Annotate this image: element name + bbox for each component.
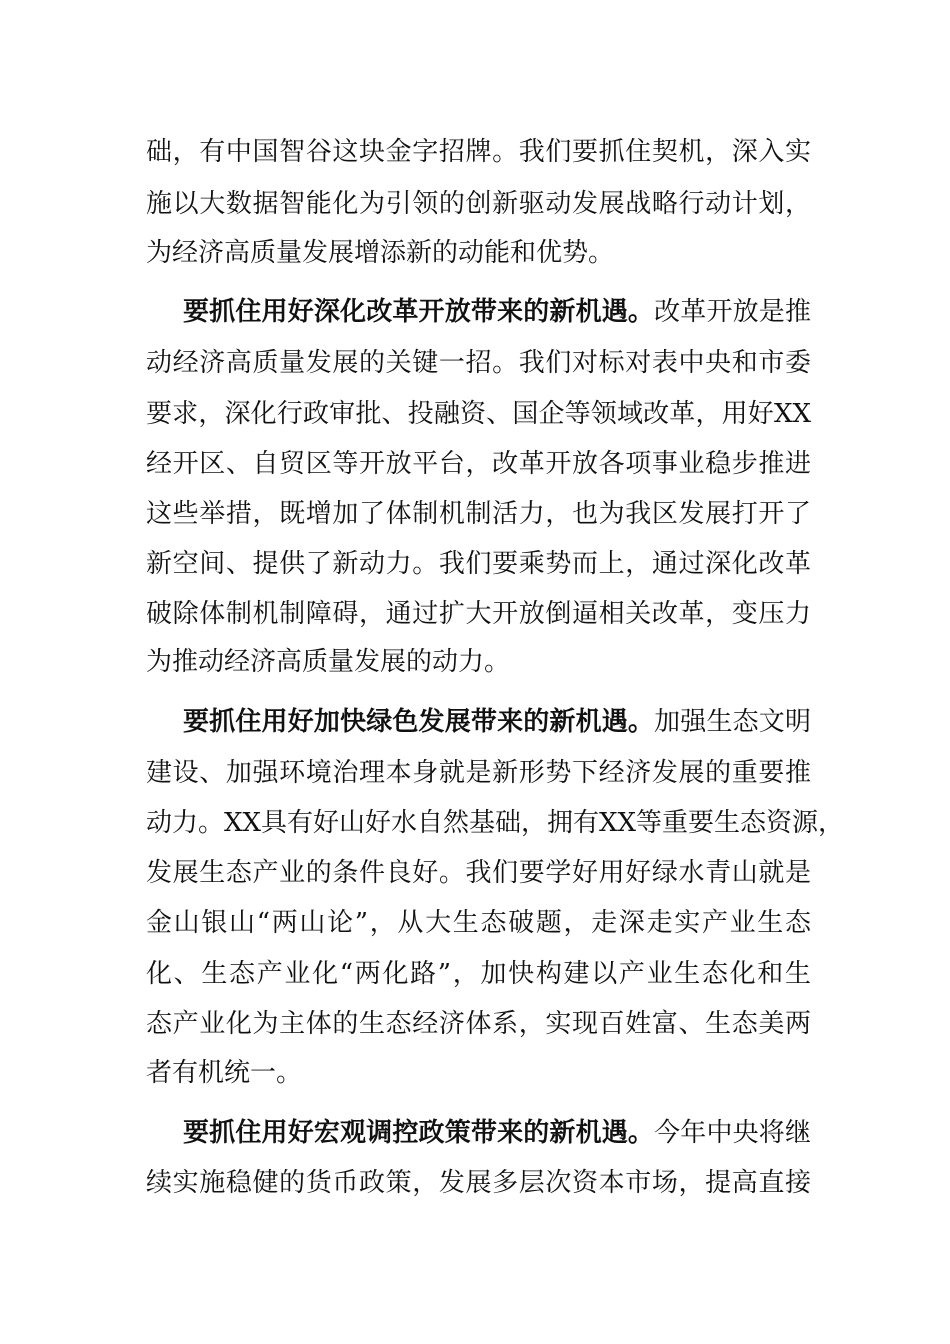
body-line: 态产业化为主体的生态经济体系，实现百姓富、生态美两 — [146, 1009, 811, 1039]
paragraph-heading: 要抓住用好深化改革开放带来的新机遇。 — [183, 297, 655, 327]
paragraph-heading: 要抓住用好宏观调控政策带来的新机遇。 — [183, 1118, 655, 1148]
body-line: 破除体制机制障碍，通过扩大开放倒逼相关改革，变压力 — [146, 599, 811, 629]
body-line: 金山银山“两山论”，从大生态破题，走深走实产业生态 — [146, 908, 811, 938]
body-line: 为经济高质量发展增添新的动能和优势。 — [146, 238, 615, 268]
body-text: 今年中央将继 — [654, 1118, 811, 1148]
body-line: 建设、加强环境治理本身就是新形势下经济发展的重要推 — [146, 758, 811, 788]
body-line: 动力。XX具有好山好水自然基础，拥有XX等重要生态资源， — [146, 808, 845, 838]
paragraph-first-line — [183, 292, 811, 332]
body-text: 改革开放是推 — [654, 297, 811, 327]
body-line: 施以大数据智能化为引领的创新驱动发展战略行动计划， — [146, 189, 811, 219]
body-line: 经开区、自贸区等开放平台，改革开放各项事业稳步推进 — [146, 449, 811, 479]
body-line: 础，有中国智谷这块金字招牌。我们要抓住契机，深入实 — [146, 137, 811, 167]
paragraph-first-line — [183, 702, 811, 742]
body-text: 加强生态文明 — [654, 707, 811, 737]
body-line: 动经济高质量发展的关键一招。我们对标对表中央和市委 — [146, 348, 811, 378]
body-line: 为推动经济高质量发展的动力。 — [146, 647, 511, 677]
body-line: 化、生态产业化“两化路”，加快构建以产业生态化和生 — [146, 959, 811, 989]
body-line: 这些举措，既增加了体制机制活力，也为我区发展打开了 — [146, 499, 811, 529]
body-line: 新空间、提供了新动力。我们要乘势而上，通过深化改革 — [146, 549, 811, 579]
body-line: 续实施稳健的货币政策，发展多层次资本市场，提高直接 — [146, 1168, 811, 1198]
paragraph-heading: 要抓住用好加快绿色发展带来的新机遇。 — [183, 707, 655, 737]
body-line: 要求，深化行政审批、投融资、国企等领域改革，用好XX — [146, 399, 811, 429]
paragraph-first-line — [183, 1113, 811, 1153]
body-line: 发展生态产业的条件良好。我们要学好用好绿水青山就是 — [146, 858, 811, 888]
body-line: 者有机统一。 — [146, 1058, 303, 1088]
